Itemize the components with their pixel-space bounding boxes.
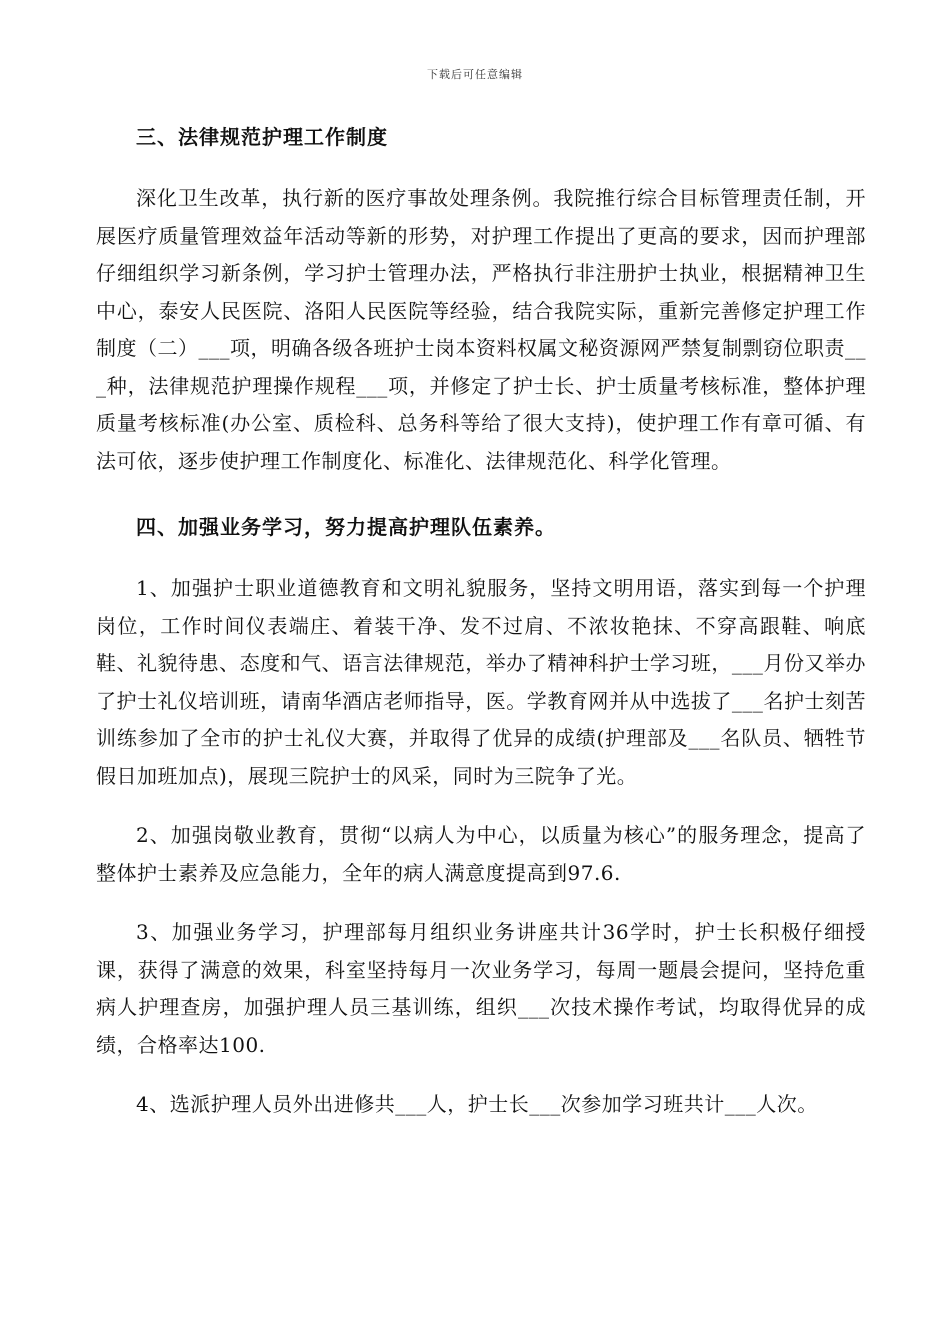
section-4-paragraph-3: 3、加强业务学习，护理部每月组织业务讲座共计36学时，护士长积极仔细授课，获得了满意的效果，科室坚持每月一次业务学习，每周一题晨会提问，坚持危重病人护理查房，加强护理人员三基训练，组织___次技术操作考试，均取得优异的成绩，合格率达100.	[96, 920, 866, 1057]
section-4-paragraph-2: 2、加强岗敬业教育，贯彻“以病人为中心，以质量为核心”的服务理念，提高了整体护士素养及应急能力，全年的病人满意度提高到97.6.	[96, 823, 866, 885]
section-3-paragraph: 深化卫生改革，执行新的医疗事故处理条例。我院推行综合目标管理责任制，开展医疗质量管理效益年活动等新的形势，对护理工作提出了更高的要求，因而护理部仔细组织学习新条例，学习护士管理办法，严格执行非注册护士执业，根据精神卫生中心，泰安人民医院、洛阳人民医院等经验，结合我院实际，重新完善修定护理工作制度（二）___项，明确各级各班护士岗本资料权属文秘资源网严禁复制剽窃位职责___种，法律规范护理操作规程___项，并修定了护士长、护士质量考核标准，整体护理质量考核标准(办公室、质检科、总务科等给了很大支持)，使护理工作有章可循、有法可依，逐步使护理工作制度化、标准化、法律规范化、科学化管理。	[96, 186, 866, 473]
section-4-paragraph-1: 1、加强护士职业道德教育和文明礼貌服务，坚持文明用语，落实到每一个护理岗位，工作时间仪表端庄、着装干净、发不过肩、不浓妆艳抹、不穿高跟鞋、响底鞋、礼貌待患、态度和气、语言法律规范，举办了精神科护士学习班，___月份又举办了护士礼仪培训班，请南华酒店老师指导，医。学教育网并从中选拔了___名护士刻苦训练参加了全市的护士礼仪大赛，并取得了优异的成绩(护理部及___名队员、牺牲节假日加班加点)，展现三院护士的风采，同时为三院争了光。	[96, 576, 866, 788]
page-header-note: 下载后可任意编辑	[427, 68, 523, 81]
section-4-paragraph-4: 4、选派护理人员外出进修共___人，护士长___次参加学习班共计___人次。	[136, 1092, 818, 1116]
document-body	[96, 118, 866, 1146]
section-heading-4: 四、加强业务学习，努力提高护理队伍素养。	[136, 515, 556, 539]
section-heading-3: 三、法律规范护理工作制度	[136, 125, 388, 149]
